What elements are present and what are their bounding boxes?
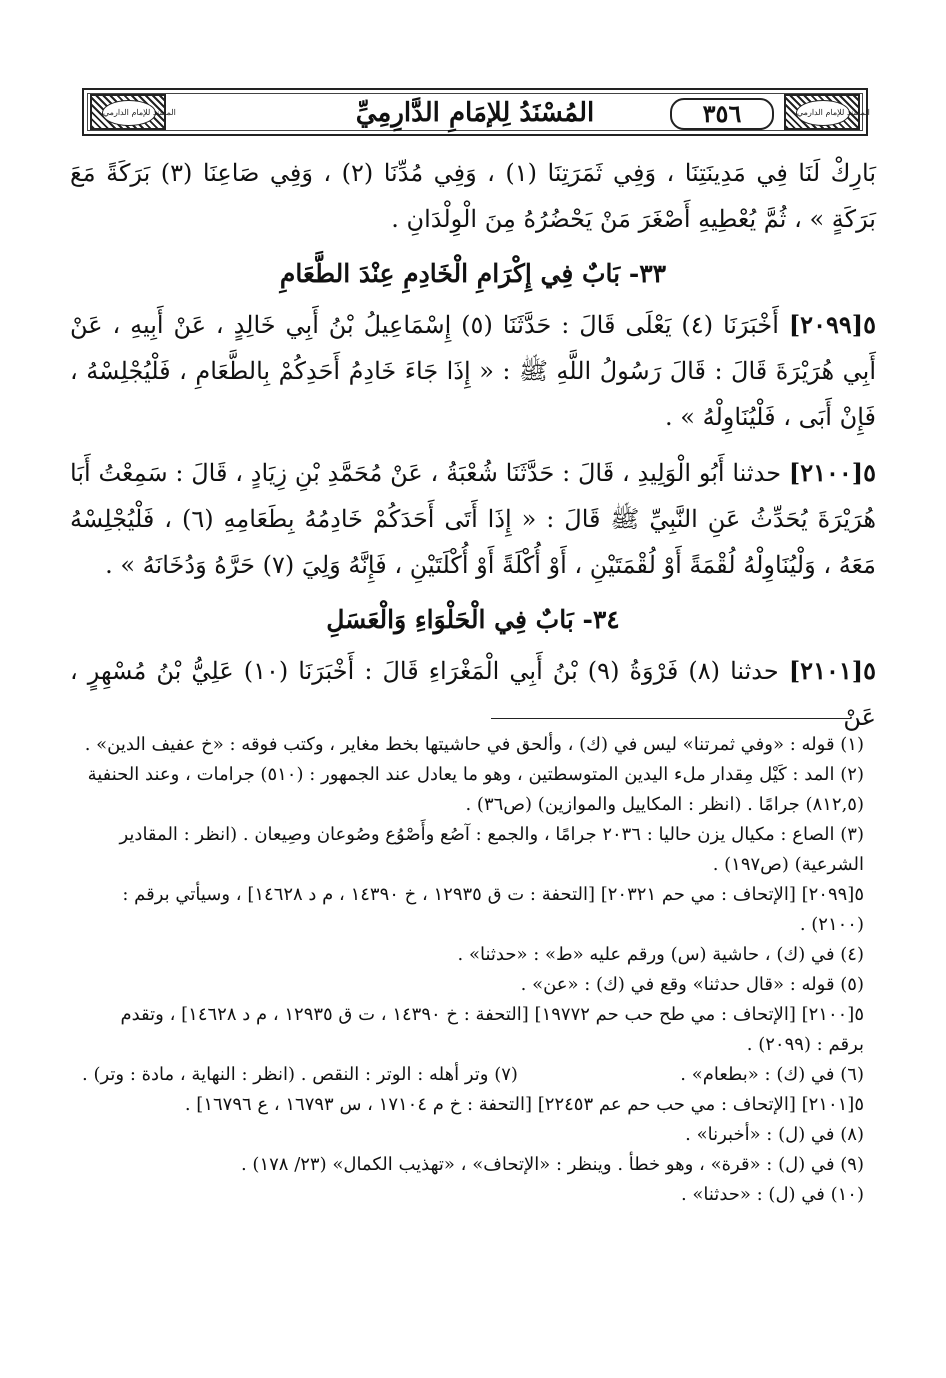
seal-left: المسند للإمام الدارمي xyxy=(102,100,156,126)
hadith-number: ٥[٢١٠١] xyxy=(788,656,876,685)
footnote: (٩) في (ل) : «قرة» ، وهو خطأ . وينظر : «الإتحاف» ، «تهذيب الكمال» (٢٣/ ١٧٨) . xyxy=(240,1154,864,1175)
footnote-pair xyxy=(82,1060,864,1090)
takhrij-note: ٥[٢١٠١] [الإتحاف : مي حب حم عم ٢٢٤٥٣] [التحفة : خ م ١٧١٠٤ ، س ١٦٧٩٣ ، ع ١٦٧٩٦] . xyxy=(184,1094,864,1115)
paragraph-continuation: بَارِكْ لَنَا فِي مَدِينَتِنَا ، وَفِي ثَمَرَتِنَا (١) ، وَفِي مُدِّنَا (٢) ، وَفِي صَاعِنَا (٣) بَرَكَةً مَعَ بَرَكَةٍ » ، ثُمَّ يُعْطِيهِ أَصْغَرَ مَنْ يَحْضُرُهُ مِنَ الْوِلْدَانِ . xyxy=(70,159,877,233)
footnote: (٦) في (ك) : «بطعام» . xyxy=(680,1064,864,1085)
hadith-2101 xyxy=(70,648,876,740)
hadith-2100 xyxy=(70,450,876,588)
chapter-heading-34: ٣٤- بَابٌ فِي الْحَلْوَاءِ وَالْعَسَلِ xyxy=(326,605,620,634)
footnotes xyxy=(82,730,864,1210)
footnote: (٤) في (ك) ، حاشية (س) ورقم عليه «ط» : «حدثنا» . xyxy=(457,944,864,965)
takhrij-note: ٥[٢٠٩٩] [الإتحاف : مي حم ٢٠٣٢١] [التحفة : ت ق ١٢٩٣٥ ، خ ١٤٣٩٠ ، م د ١٤٦٢٨] ، وسيأتي برقم : (٢١٠٠) . xyxy=(122,884,864,935)
footnote: (١٠) في (ل) : «حدثنا» . xyxy=(680,1184,864,1205)
footnote: (٨) في (ل) : «أخبرنا» . xyxy=(685,1124,864,1145)
footnote: (٣) الصاع : مكيال يزن حاليا : ٢٠٣٦ جرامًا ، والجمع : آصُع وأَصْوُع وصُوعان وصِيعان . (انظر : المقادير الشرعية) (ص١٩٧) . xyxy=(119,824,864,875)
page-header xyxy=(82,88,868,136)
chapter-heading-33: ٣٣- بَابٌ فِي إِكْرَامِ الْخَادِمِ عِنْدَ الطَّعَامِ xyxy=(279,259,667,288)
hadith-2099 xyxy=(70,302,876,440)
hadith-text: أَخْبَرَنَا (٤) يَعْلَى قَالَ : حَدَّثَنَا (٥) إِسْمَاعِيلُ بْنُ أَبِي خَالِدٍ ، عَنْ أَبِيهِ ، عَنْ أَبِي هُرَيْرَةَ قَالَ : قَالَ رَسُولُ اللَّهِ ﷺ : « إِذَا جَاءَ خَادِمُ أَحَدِكُمْ بِالطَّعَامِ ، فَلْيُجْلِسْهُ ، فَإِنْ أَبَى ، فَلْيُنَاوِلْهُ » . xyxy=(70,311,876,431)
hadith-number: ٥[٢٠٩٩] xyxy=(788,310,876,339)
footnote: (٥) قوله : «قال حدثنا» وقع في (ك) : «عن» . xyxy=(520,974,864,995)
hadith-text: حدثنا (٨) فَرْوَةُ (٩) بْنُ أَبِي الْمَغْرَاءِ قَالَ : أَخْبَرَنَا (١٠) عَلِيُّ بْنُ مُسْهِرٍ ، عَنْ xyxy=(70,657,876,731)
footnote: (١) قوله : «وفي ثمرتنا» ليس في (ك) ، وألحق في حاشيتها بخط مغاير ، وكتب فوقه : «خ عفيف الدين» . xyxy=(84,734,864,755)
takhrij-note: ٥[٢١٠٠] [الإتحاف : مي طح حب حم ١٩٧٧٢] [التحفة : خ ١٤٣٩٠ ، ت ق ١٢٩٣٥ ، م د ١٤٦٢٨] ، وتقدم برقم : (٢٠٩٩) . xyxy=(120,1004,864,1055)
main-text xyxy=(70,150,876,750)
page-number: ٣٥٦ xyxy=(670,98,774,130)
footnote-separator xyxy=(491,718,851,719)
hadith-number: ٥[٢١٠٠] xyxy=(788,458,876,487)
seal-right: المسند للإمام الدارمي xyxy=(796,100,850,126)
footnote: (٧) وتر أهله : الوتر : النقص . (انظر : النهاية ، مادة : وتر) . xyxy=(82,1064,518,1085)
running-title: المُسْنَدُ لِلإمَامِ الدَّارِمِيِّ xyxy=(355,98,595,128)
footnote: (٢) المد : كَيْل مِقدار ملء اليدين المتوسطتين ، وهو ما يعادل عند الجمهور : (٥١٠) جرامات ، وعند الحنفية (٨١٢,٥) جرامًا . (انظر : المكاييل والموازين) (ص٣٦) . xyxy=(87,764,864,815)
hadith-text: حدثنا أَبُو الْوَلِيدِ ، قَالَ : حَدَّثَنَا شُعْبَةُ ، عَنْ مُحَمَّدِ بْنِ زِيَادٍ ، قَالَ : سَمِعْتُ أَبَا هُرَيْرَةَ يُحَدِّثُ عَنِ النَّبِيِّ ﷺ قَالَ : « إِذَا أَتَى أَحَدَكُمْ خَادِمُهُ بِطَعَامِهِ (٦) ، فَلْيُجْلِسْهُ مَعَهُ ، وَلْيُنَاوِلْهُ لُقْمَةً أَوْ لُقْمَتَيْنِ ، أَوْ أُكْلَةً أَوْ أُكْلَتَيْنِ ، فَإِنَّهُ وَلِيَ (٧) حَرَّهُ وَدُخَانَهُ » . xyxy=(70,459,876,579)
